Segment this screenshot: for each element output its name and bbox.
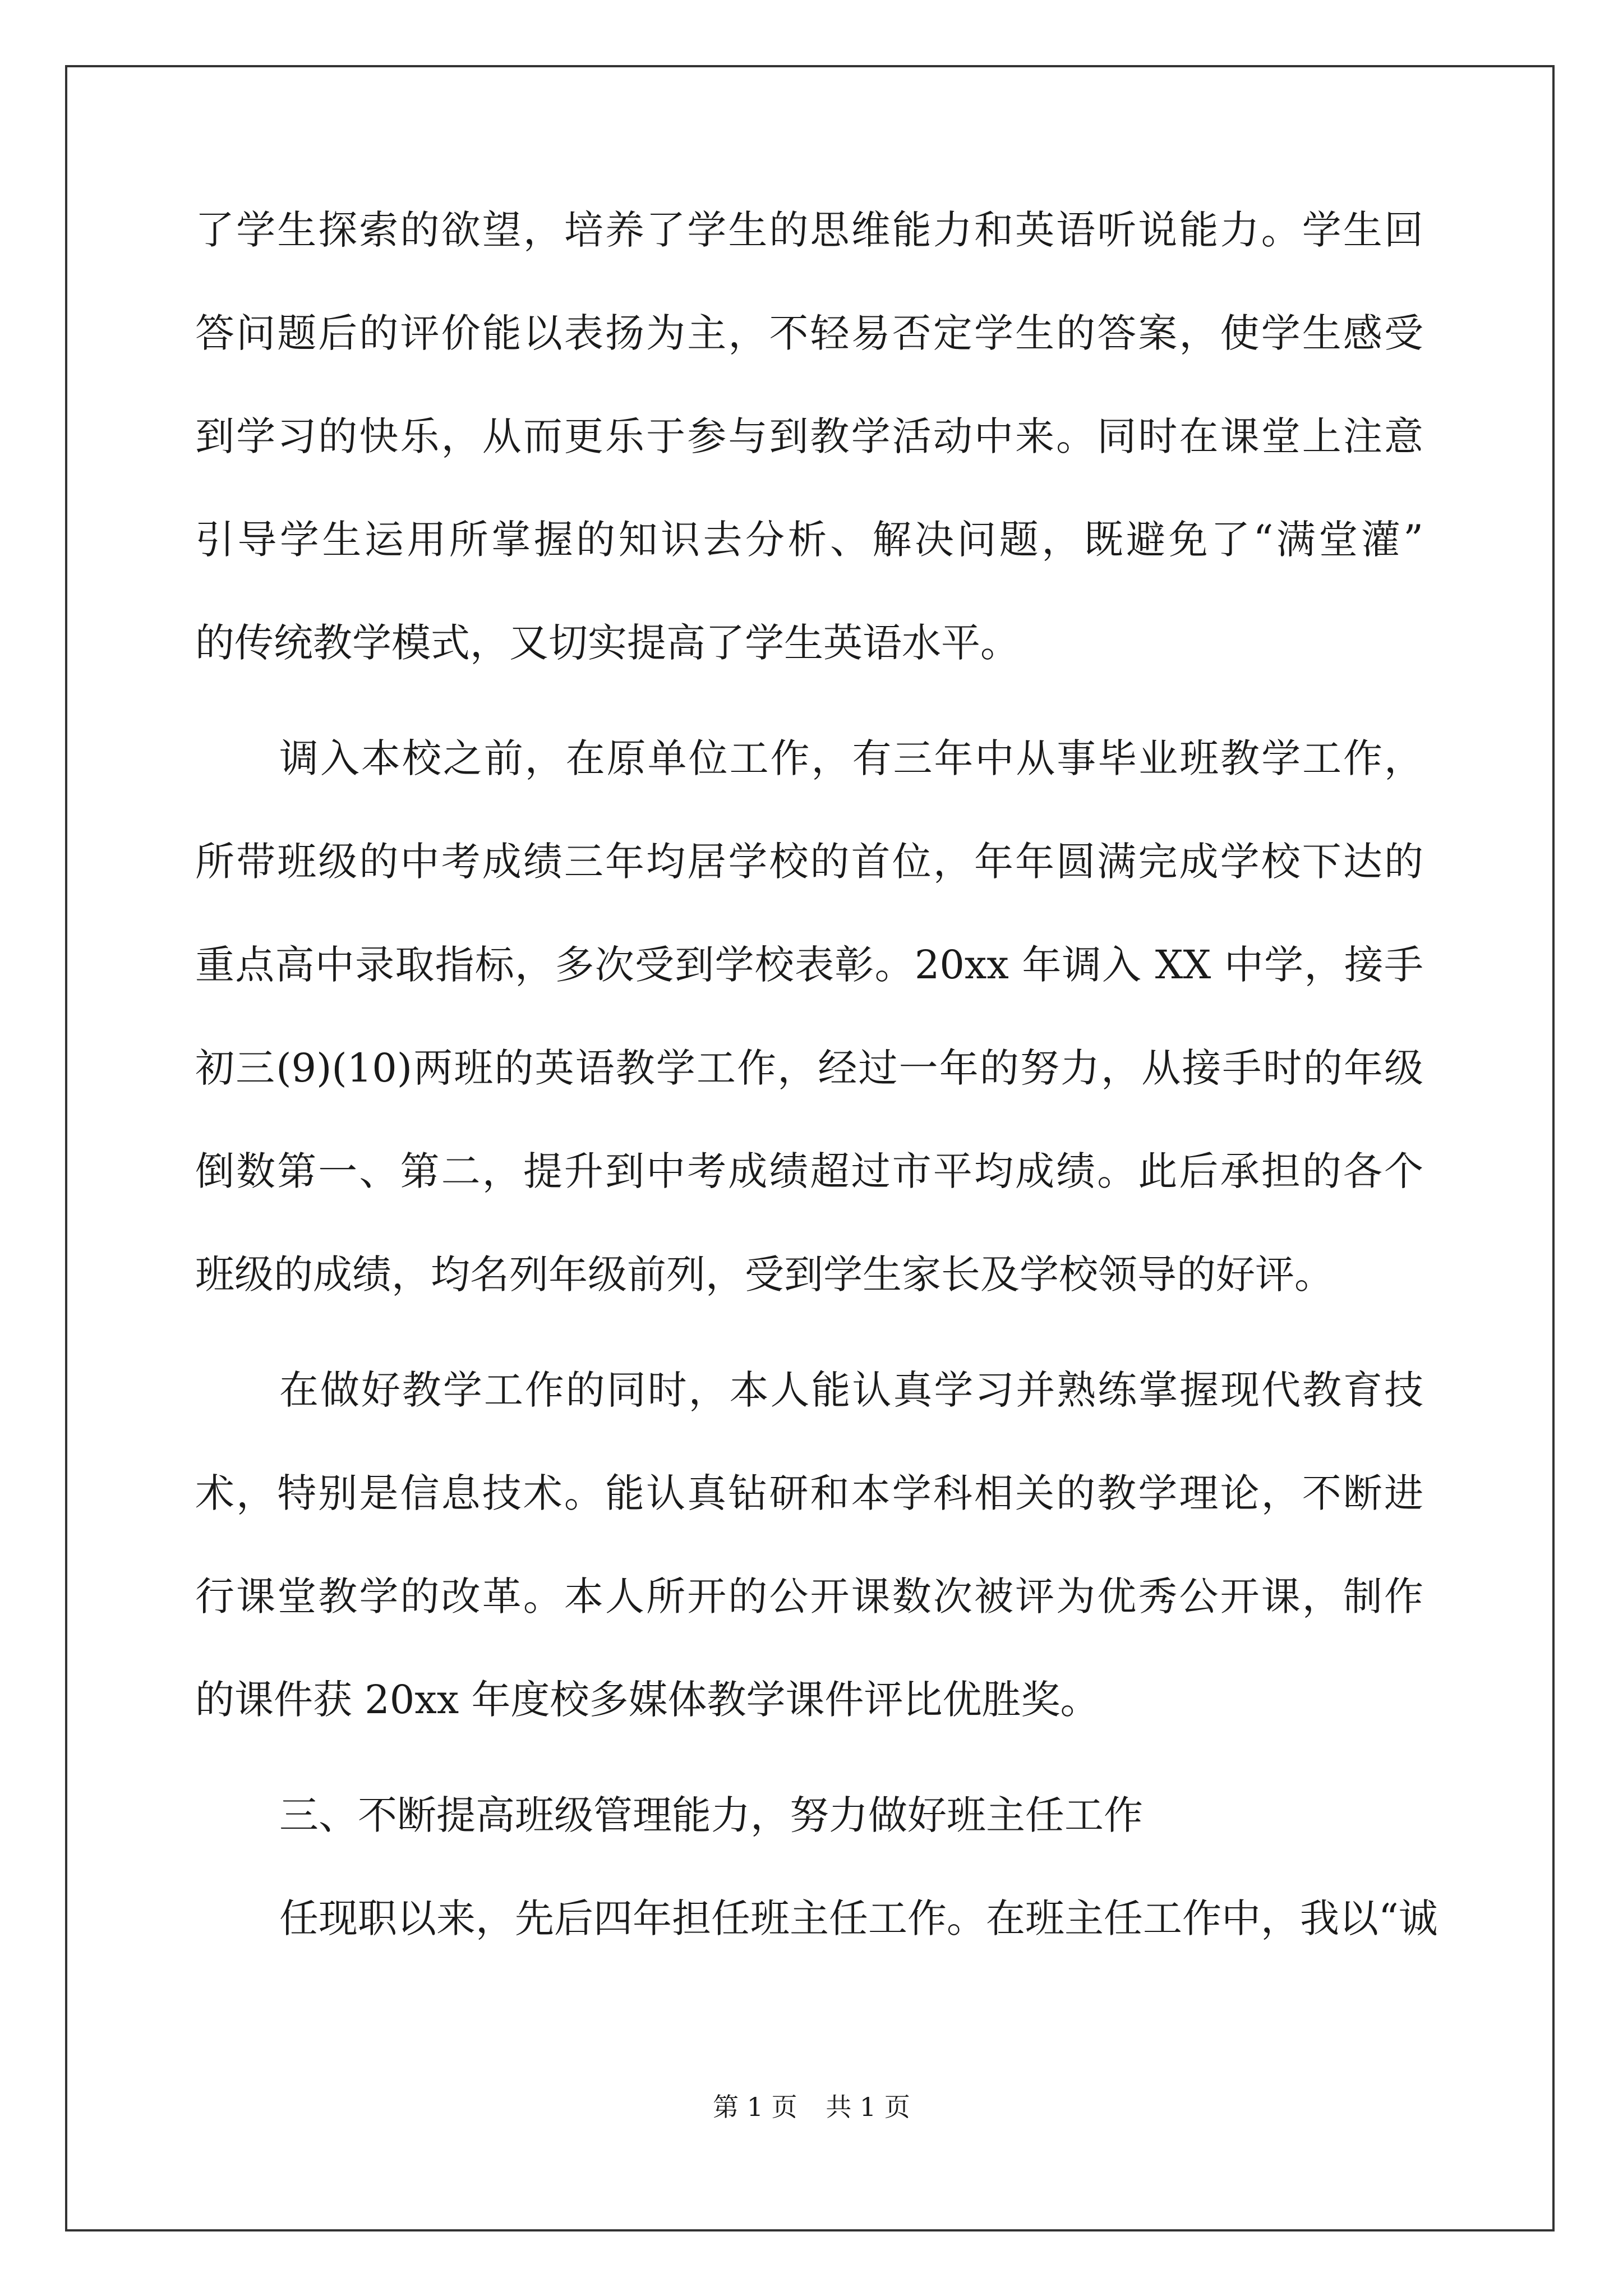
section-heading (195, 1792, 1423, 1899)
text-line: 任现职以来，先后四年担任班主任工作。在班主任工作中，我以“诚 (279, 1895, 1438, 1941)
page-total: 共 1 页 (826, 2092, 910, 2122)
page-number: 第 1 页 (713, 2092, 797, 2122)
text-line: 在做好教学工作的同时，本人能认真学习并熟练掌握现代教育技 (279, 1367, 1423, 1413)
text-line: 的课件获 20xx 年度校多媒体教学课件评比优胜奖。 (195, 1677, 1100, 1723)
text-line: 所带班级的中考成绩三年均居学校的首位，年年圆满完成学校下达的 (195, 839, 1423, 885)
paragraph-4 (195, 1895, 1438, 2002)
text-line: 了学生探索的欲望，培养了学生的思维能力和英语听说能力。学生回 (195, 207, 1423, 253)
document-body (195, 207, 1438, 2002)
text-line: 倒数第一、第二，提升到中考成绩超过市平均成绩。此后承担的各个 (195, 1148, 1423, 1194)
text-line: 调入本校之前，在原单位工作，有三年中从事毕业班教学工作， (279, 735, 1423, 781)
text-line: 答问题后的评价能以表扬为主，不轻易否定学生的答案，使学生感受 (195, 310, 1423, 356)
text-line: 到学习的快乐，从而更乐于参与到教学活动中来。同时在课堂上注意 (195, 413, 1423, 459)
heading-line: 三、不断提高班级管理能力，努力做好班主任工作 (279, 1792, 1143, 1838)
text-line: 术，特别是信息技术。能认真钻研和本学科相关的教学理论，不断进 (195, 1470, 1423, 1516)
text-line: 班级的成绩，均名列年级前列，受到学生家长及学校领导的好评。 (195, 1251, 1334, 1297)
page-footer (0, 2087, 1623, 2124)
text-line: 重点高中录取指标，多次受到学校表彰。20xx 年调入 XX 中学，接手 (195, 942, 1423, 988)
text-line: 初三(9)(10)两班的英语教学工作，经过一年的努力，从接手时的年级 (195, 1045, 1423, 1091)
paragraph-1 (195, 207, 1423, 726)
text-line: 的传统教学模式，又切实提高了学生英语水平。 (195, 620, 1020, 666)
text-line: 引导学生运用所掌握的知识去分析、解决问题，既避免了“满堂灌” (195, 517, 1423, 563)
text-line: 行课堂教学的改革。本人所开的公开课数次被评为优秀公开课，制作 (195, 1573, 1423, 1619)
paragraph-3 (195, 1367, 1423, 1783)
paragraph-2 (195, 735, 1423, 1358)
